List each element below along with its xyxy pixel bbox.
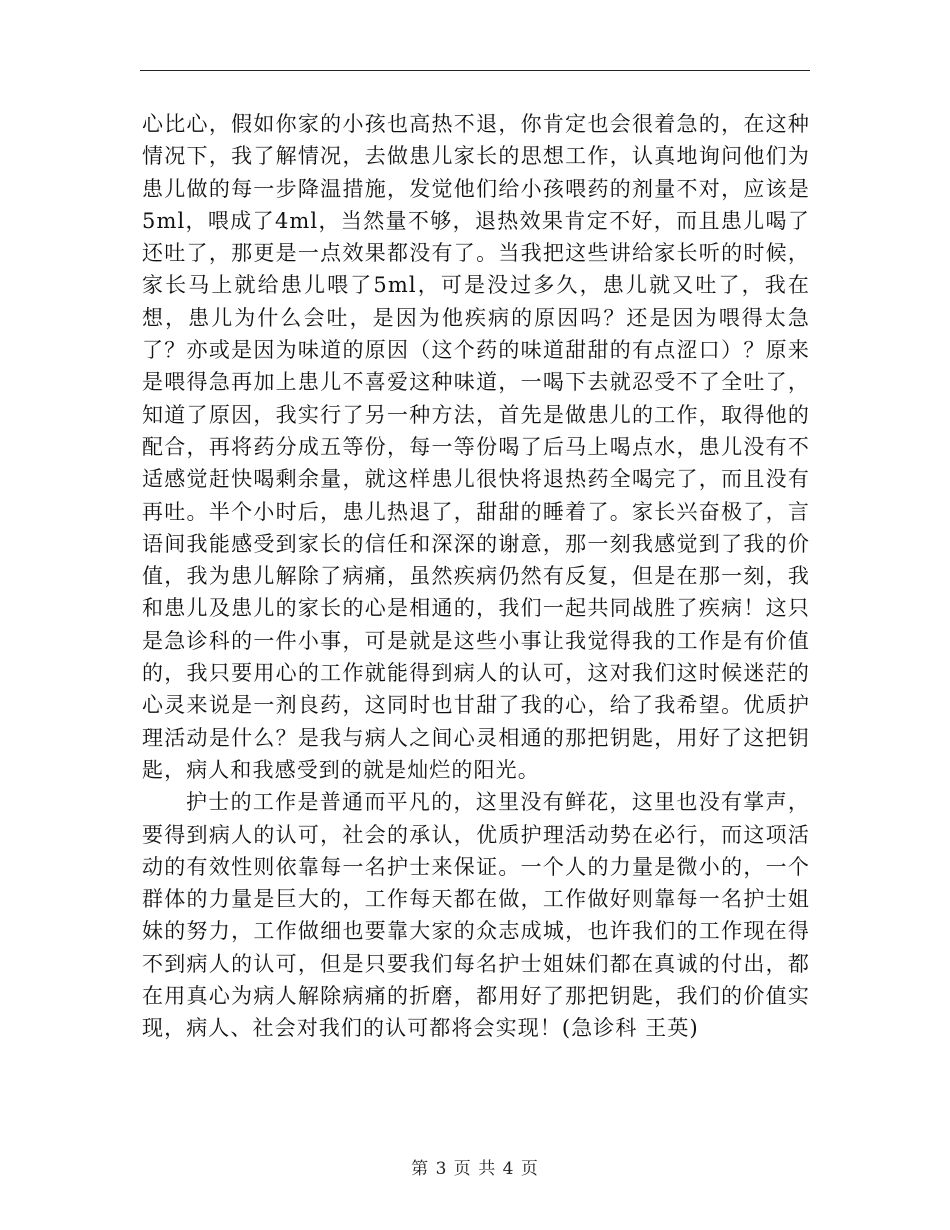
paragraph-2: 护士的工作是普通而平凡的，这里没有鲜花，这里也没有掌声，要得到病人的认可，社会的承认，优质护理活动势在必行，而这项活动的有效性则依靠每一名护士来保证。一个人的力量是微小的，一个群体的力量是巨大的，工作每天都在做，工作做好则靠每一名护士姐妹的努力，工作做细也要靠大家的众志成城，也许我们的工作现在得不到病人的认可，但是只要我们每名护士姐妹们都在真诚的付出，都在用真心为病人解除病痛的折磨，都用好了那把钥匙，我们的价值实现，病人、社会对我们的认可都将会实现！(急诊科 王英) xyxy=(142,790,810,1041)
body-text xyxy=(142,108,810,1045)
paragraph-1: 心比心，假如你家的小孩也高热不退，你肯定也会很着急的，在这种情况下，我了解情况，去做患儿家长的思想工作，认真地询问他们为患儿做的每一步降温措施，发觉他们给小孩喂药的剂量不对，应该是5ml，喂成了4ml，当然量不够，退热效果肯定不好，而且患儿喝了还吐了，那更是一点效果都没有了。当我把这些讲给家长听的时候，家长马上就给患儿喂了5ml，可是没过多久，患儿就又吐了，我在想，患儿为什么会吐，是因为他疾病的原因吗？还是因为喂得太急了？亦或是因为味道的原因（这个药的味道甜甜的有点涩口）？原来是喂得急再加上患儿不喜爱这种味道，一喝下去就忍受不了全吐了，知道了原因，我实行了另一种方法，首先是做患儿的工作，取得他的配合，再将药分成五等份，每一等份喝了后马上喝点水，患儿没有不适感觉赶快喝剩余量，就这样患儿很快将退热药全喝完了，而且没有再吐。半个小时后，患儿热退了，甜甜的睡着了。家长兴奋极了，言语间我能感受到家长的信任和深深的谢意，那一刻我感觉到了我的价值，我为患儿解除了病痛，虽然疾病仍然有反复，但是在那一刻，我和患儿及患儿的家长的心是相通的，我们一起共同战胜了疾病！这只是急诊科的一件小事，可是就是这些小事让我觉得我的工作是有价值的，我只要用心的工作就能得到病人的认可，这对我们这时候迷茫的心灵来说是一剂良药，这同时也甘甜了我的心，给了我希望。优质护理活动是什么？是我与病人之间心灵相通的那把钥匙，用好了这把钥匙，病人和我感受到的就是灿烂的阳光。 xyxy=(142,112,810,782)
header-rule xyxy=(140,70,810,71)
page-footer: 第 3 页 共 4 页 xyxy=(411,1159,539,1179)
